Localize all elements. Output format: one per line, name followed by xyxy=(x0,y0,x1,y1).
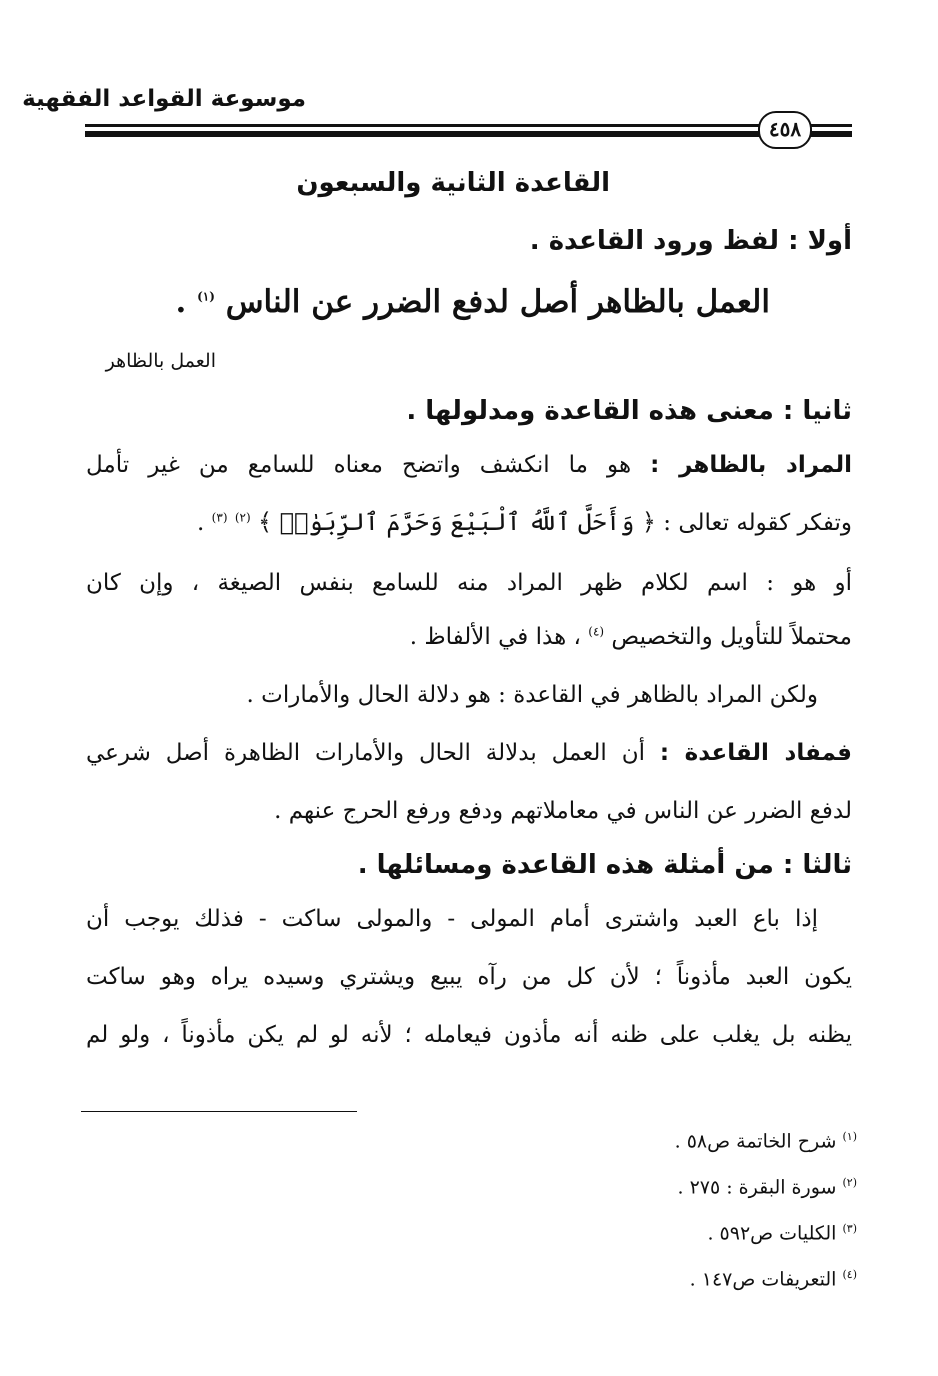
section-heading-2-label: ثانيا xyxy=(802,396,852,426)
paragraph-1-text-2: وتفكر كقوله تعالى : xyxy=(663,510,852,536)
section-heading-3 xyxy=(358,850,852,880)
quran-verse: ﴿ وَأَحَلَّ ٱللَّهُ ٱلْبَيْعَ وَحَرَّمَ ٱلرِّبَوٰا۟ ﴾ xyxy=(257,508,656,536)
footnote-2-num: (٢) xyxy=(842,1176,857,1189)
section-heading-2-text: : معنى هذه القاعدة ومدلولها . xyxy=(406,396,794,426)
header-rule-thick xyxy=(85,131,852,137)
footnote-ref-3[interactable]: (٣) xyxy=(211,510,228,525)
section-heading-2 xyxy=(406,396,852,426)
paragraph-2-line-2 xyxy=(410,624,852,650)
paragraph-4-line-2: لدفع الضرر عن الناس في معاملاتهم ودفع ورفع الحرج عنهم . xyxy=(274,798,852,824)
header-rule-thin xyxy=(85,124,852,127)
page-title: القاعدة الثانية والسبعون xyxy=(296,168,610,198)
rule-statement xyxy=(176,284,771,320)
footnote-ref-2[interactable]: (٢) xyxy=(234,510,251,525)
paragraph-5-line-3: يظنه بل يغلب على ظنه أنه مأذون فيعامله ؛ لأنه لو لم يكن مأذوناً ، ولو لم xyxy=(86,1022,852,1048)
section-heading-3-label: ثالثا xyxy=(802,850,852,880)
paragraph-2-line-1: أو هو : اسم لكلام ظهر المراد منه للسامع بنفس الصيغة ، وإن كان xyxy=(86,570,852,596)
term-zahir: المراد بالظاهر : xyxy=(650,452,852,478)
paragraph-5-line-2: يكون العبد مأذوناً ؛ لأن كل من رآه يبيع ويشتري وسيده يراه وهو ساكت xyxy=(86,964,852,990)
paragraph-5-line-1: إذا باع العبد واشترى أمام المولى - والمولى ساكت - فذلك يوجب أن xyxy=(86,906,818,932)
paragraph-4-line-1 xyxy=(86,740,852,766)
footnote-3 xyxy=(707,1222,857,1244)
footnote-2-text: سورة البقرة : ٢٧٥ . xyxy=(677,1176,837,1199)
footnote-ref-4[interactable]: (٤) xyxy=(588,624,605,639)
paragraph-2-text-3: ، هذا في الألفاظ . xyxy=(409,624,581,650)
footnote-2 xyxy=(677,1176,857,1198)
paragraph-2-text-2: محتملاً للتأويل والتخصيص xyxy=(611,624,852,650)
footnote-1-text: شرح الخاتمة ص٥٨ . xyxy=(674,1130,837,1153)
paragraph-1-text-1: هو ما انكشف واتضح معناه للسامع من غير تأمل xyxy=(86,452,632,478)
paragraph-1-end: . xyxy=(197,510,205,536)
section-heading-1-text: : لفظ ورود القاعدة . xyxy=(529,226,799,256)
footnote-4-num: (٤) xyxy=(842,1268,857,1281)
paragraph-3: ولكن المراد بالظاهر في القاعدة : هو دلالة الحال والأمارات . xyxy=(246,682,818,708)
margin-note: العمل بالظاهر xyxy=(105,350,216,372)
section-heading-3-text: : من أمثلة هذه القاعدة ومسائلها . xyxy=(357,850,794,880)
term-mufad: فمفاد القاعدة : xyxy=(659,740,852,766)
footnote-4 xyxy=(690,1268,857,1290)
rule-statement-text: العمل بالظاهر أصل لدفع الضرر عن الناس xyxy=(225,284,770,320)
footnote-3-text: الكليات ص٥٩٢ . xyxy=(707,1222,837,1245)
running-header-title: موسوعة القواعد الفقهية xyxy=(22,86,306,112)
section-heading-1-label: أولا xyxy=(807,226,852,256)
section-heading-1 xyxy=(530,226,852,256)
paragraph-4-text-1: أن العمل بدلالة الحال والأمارات الظاهرة أصل شرعي xyxy=(86,740,645,766)
paragraph-1-line-1 xyxy=(86,452,852,478)
footnote-3-num: (٣) xyxy=(842,1222,857,1235)
rule-statement-end: . xyxy=(175,284,187,320)
footnote-ref-1[interactable]: (١) xyxy=(197,289,215,304)
paragraph-1-line-2 xyxy=(197,508,852,536)
footnote-1-num: (١) xyxy=(842,1130,857,1143)
footnote-1 xyxy=(675,1130,857,1152)
page-number-badge: ٤٥٨ xyxy=(758,111,812,149)
footnote-4-text: التعريفات ص١٤٧ . xyxy=(689,1268,837,1291)
footnote-separator xyxy=(81,1111,357,1112)
